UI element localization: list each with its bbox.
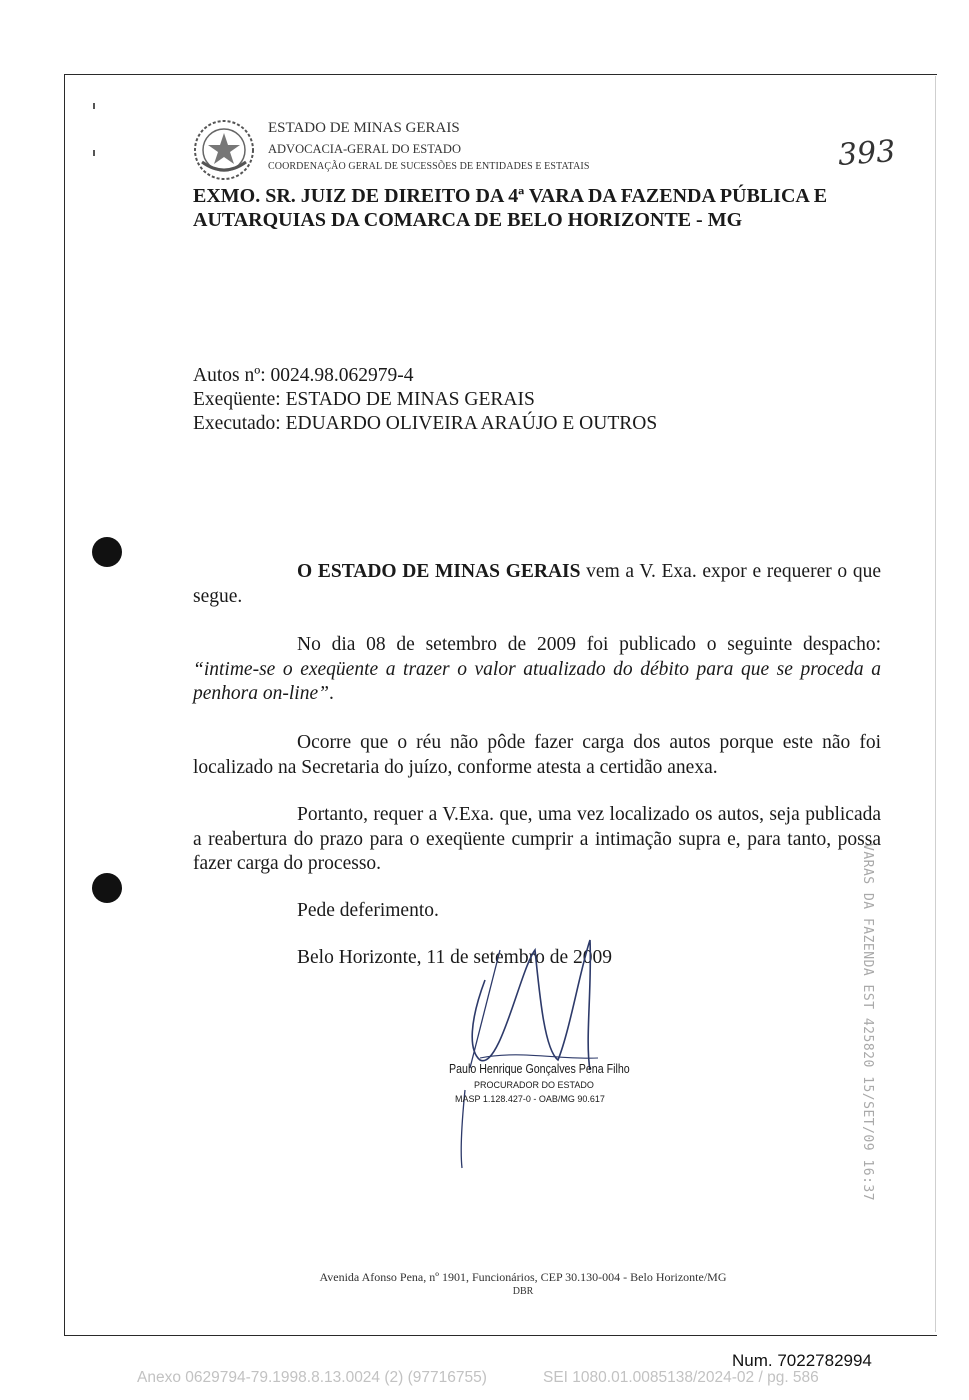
case-defendant: Executado: EDUARDO OLIVEIRA ARAÚJO E OUTROS: [193, 413, 658, 434]
punch-hole: [92, 873, 122, 903]
intro-text: vem a V. Exa. expor e requerer o que segue.: [193, 561, 881, 607]
addressee-line-2: AUTARQUIAS DA COMARCA DE BELO HORIZONTE - MG: [193, 209, 743, 231]
closing-request: Pede deferimento.: [297, 900, 439, 921]
paragraph-intro: [193, 560, 881, 609]
place-date: Belo Horizonte, 11 de setembro de 2009: [297, 947, 612, 968]
header-department: COORDENAÇÃO GERAL DE SUCESSÕES DE ENTIDADES E ESTATAIS: [268, 161, 590, 172]
dispatch-end: .: [328, 683, 334, 704]
dispatch-quote: “intime-se o exeqüente a trazer o valor atualizado do débito para que se proceda a penhora on-line”: [193, 658, 881, 704]
paragraph-request: Portanto, requer a V.Exa. que, uma vez localizado os autos, seja publicada a reabertura do prazo para o exeqüente cumprir a intimação supra e, para tanto, possa fazer carga do processo.: [193, 804, 881, 874]
paragraph-dispatch: [193, 633, 881, 707]
coat-of-arms-icon: [192, 118, 256, 182]
scan-mark: [93, 103, 95, 109]
dispatch-text: No dia 08 de setembro de 2009 foi publicado o seguinte despacho:: [297, 634, 881, 655]
page-ref-handwritten: 393: [836, 134, 897, 173]
party-name: O ESTADO DE MINAS GERAIS: [297, 561, 581, 582]
protocol-stamp: VARAS DA FAZENDA EST 425820 15/SET/09 16:37: [860, 843, 875, 1202]
signer-title: PROCURADOR DO ESTADO: [474, 1080, 594, 1090]
signer-registration: MASP 1.128.427-0 - OAB/MG 90.617: [455, 1094, 605, 1104]
signer-name: Paulo Henrique Gonçalves Pena Filho: [449, 1061, 630, 1076]
footer-code: DBR: [512, 1286, 534, 1297]
handwritten-signature-icon: [440, 910, 630, 1180]
footer-address: Avenida Afonso Pena, nº 1901, Funcionários, CEP 30.130-004 - Belo Horizonte/MG: [319, 1270, 727, 1284]
paragraph-situation: Ocorre que o réu não pôde fazer carga dos autos porque este não foi localizado na Secretaria do juízo, conforme atesta a certidão anexa.: [193, 732, 881, 778]
page-edge: [935, 76, 936, 1332]
scan-mark: [93, 150, 95, 156]
addressee-line-1: EXMO. SR. JUIZ DE DIREITO DA 4ª VARA DA FAZENDA PÚBLICA E: [193, 185, 828, 207]
header-state: ESTADO DE MINAS GERAIS: [268, 120, 460, 136]
punch-hole: [92, 537, 122, 567]
case-number: Autos nº: 0024.98.062979-4: [193, 365, 414, 386]
document-number: Num. 7022782994: [732, 1351, 872, 1370]
header-agency: ADVOCACIA-GERAL DO ESTADO: [268, 142, 461, 156]
annex-reference: Anexo 0629794-79.1998.8.13.0024 (2) (97716755): [137, 1369, 487, 1386]
case-plaintiff: Exeqüente: ESTADO DE MINAS GERAIS: [193, 389, 535, 410]
sei-reference: SEI 1080.01.0085138/2024-02 / pg. 586: [543, 1369, 819, 1386]
